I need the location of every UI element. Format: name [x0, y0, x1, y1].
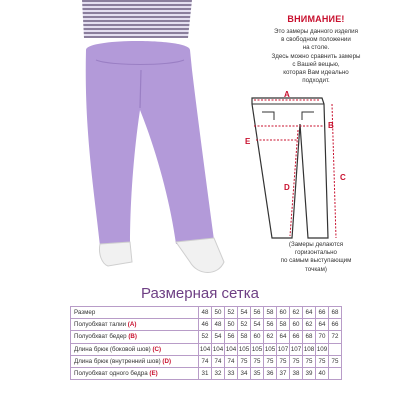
row-marker: (B) [128, 333, 137, 341]
table-cell: 62 [303, 319, 316, 331]
table-cell: 50 [212, 307, 225, 319]
table-cell: 105 [238, 343, 251, 355]
table-cell: 46 [199, 319, 212, 331]
table-cell: 75 [251, 355, 264, 367]
measurement-note: (Замеры делаются горизонтально по самым выступающим точкам) [280, 241, 352, 273]
trousers-measurement-diagram [244, 90, 394, 240]
letter-d: D [284, 183, 290, 192]
table-row [71, 343, 342, 355]
table-cell: 39 [303, 367, 316, 379]
letter-a: A [284, 90, 290, 99]
table-cell: 48 [199, 307, 212, 319]
table-cell: 60 [251, 331, 264, 343]
table-row [71, 355, 342, 367]
model-illustration [0, 0, 236, 282]
table-cell: 56 [251, 307, 264, 319]
table-cell: 48 [212, 319, 225, 331]
size-chart-table [70, 306, 342, 380]
table-cell: 74 [212, 355, 225, 367]
table-cell: 108 [303, 343, 316, 355]
table-cell: 105 [251, 343, 264, 355]
table-cell: 64 [316, 319, 329, 331]
table-cell: 64 [277, 331, 290, 343]
row-label-cell [71, 307, 199, 319]
row-label: Длина брюк (внутренний шов) [74, 357, 161, 365]
row-label: Полуобхват одного бедра [74, 370, 148, 378]
letter-b: B [328, 121, 334, 130]
table-cell: 75 [277, 355, 290, 367]
row-label-cell [71, 355, 199, 367]
table-cell: 107 [277, 343, 290, 355]
table-cell: 40 [316, 367, 329, 379]
table-cell: 72 [329, 331, 342, 343]
table-cell: 52 [238, 319, 251, 331]
row-label-cell [71, 367, 199, 379]
table-cell: 31 [199, 367, 212, 379]
table-cell: 56 [225, 331, 238, 343]
row-label: Длина брюк (боковой шов) [74, 345, 151, 353]
table-row [71, 367, 342, 379]
table-cell: 60 [290, 319, 303, 331]
table-cell: 66 [290, 331, 303, 343]
row-label: Полуобхват талии [74, 321, 127, 329]
table-cell: 66 [329, 319, 342, 331]
table-cell: 56 [264, 319, 277, 331]
table-cell: 38 [290, 367, 303, 379]
table-cell: 52 [199, 331, 212, 343]
table-cell: 66 [316, 307, 329, 319]
row-label-cell [71, 319, 199, 331]
table-row [71, 331, 342, 343]
row-marker: (C) [152, 345, 162, 353]
table-cell: 107 [290, 343, 303, 355]
left-shoe [99, 242, 132, 266]
row-label-cell [71, 343, 199, 355]
table-cell: 58 [264, 307, 277, 319]
table-cell: 70 [316, 331, 329, 343]
row-label-cell [71, 331, 199, 343]
table-cell: 75 [290, 355, 303, 367]
letter-c: C [340, 173, 346, 182]
table-cell: 36 [264, 367, 277, 379]
table-cell: 33 [225, 367, 238, 379]
product-photo [0, 0, 236, 282]
table-cell: 68 [329, 307, 342, 319]
info-panel [232, 0, 400, 282]
trousers [86, 41, 214, 246]
table-cell: 37 [277, 367, 290, 379]
table-cell [329, 343, 342, 355]
table-cell: 105 [264, 343, 277, 355]
table-cell: 52 [225, 307, 238, 319]
right-shoe [176, 238, 224, 273]
letter-e: E [245, 137, 251, 146]
row-marker: (D) [162, 357, 172, 365]
size-chart-title: Размерная сетка [141, 285, 259, 302]
table-cell: 64 [303, 307, 316, 319]
table-cell: 75 [264, 355, 277, 367]
table-cell: 75 [316, 355, 329, 367]
table-row [71, 307, 342, 319]
table-cell: 54 [238, 307, 251, 319]
table-cell: 74 [225, 355, 238, 367]
warning-title: ВНИМАНИЕ! [287, 14, 345, 24]
diagram-trousers-outline [252, 98, 328, 238]
table-cell: 32 [212, 367, 225, 379]
table-cell: 58 [238, 331, 251, 343]
table-cell: 54 [212, 331, 225, 343]
table-cell: 75 [238, 355, 251, 367]
table-cell: 62 [290, 307, 303, 319]
row-label: Размер [74, 309, 96, 317]
table-cell: 35 [251, 367, 264, 379]
table-cell: 62 [264, 331, 277, 343]
table-cell [329, 367, 342, 379]
warning-text: Это замеры данного изделия в свободном положении на столе. Здесь можно сравнить замеры с Вашей вещью, которая Вам идеально подходит. [271, 28, 361, 85]
table-cell: 75 [329, 355, 342, 367]
row-marker: (E) [149, 370, 158, 378]
table-cell: 104 [199, 343, 212, 355]
table-cell: 50 [225, 319, 238, 331]
table-cell: 104 [212, 343, 225, 355]
table-cell: 109 [316, 343, 329, 355]
striped-top [82, 0, 192, 38]
table-row [71, 319, 342, 331]
table-cell: 54 [251, 319, 264, 331]
row-marker: (A) [127, 321, 137, 329]
table-cell: 104 [225, 343, 238, 355]
table-cell: 68 [303, 331, 316, 343]
table-cell: 75 [303, 355, 316, 367]
row-label: Полуобхват бедер [74, 333, 127, 341]
table-cell: 60 [277, 307, 290, 319]
table-cell: 74 [199, 355, 212, 367]
table-cell: 34 [238, 367, 251, 379]
table-cell: 58 [277, 319, 290, 331]
